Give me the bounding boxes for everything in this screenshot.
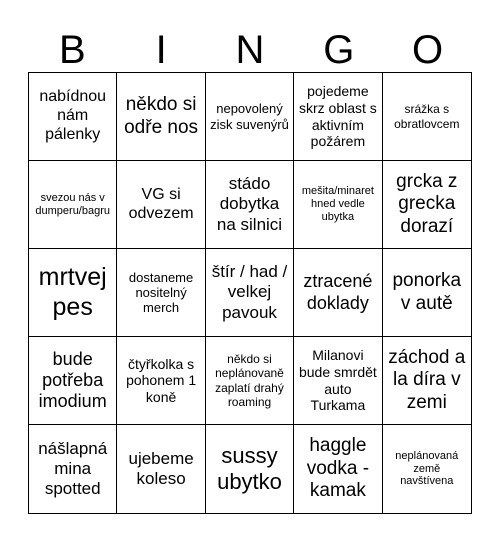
cell-label: nabídnou nám pálenky [39, 88, 107, 143]
cell-label: čtyřkolka s pohonem 1 koně [126, 355, 197, 405]
bingo-grid [28, 72, 472, 514]
bingo-cell-3-4[interactable] [294, 249, 382, 337]
cell-label: záchod a la díra v zemi [388, 346, 466, 413]
bingo-cell-1-5[interactable] [383, 73, 471, 161]
bingo-cell-5-2[interactable] [117, 425, 205, 513]
cell-label: sussy ubytko [217, 443, 282, 494]
bingo-cell-1-1[interactable] [29, 73, 117, 161]
bingo-cell-5-3[interactable] [206, 425, 294, 513]
bingo-cell-2-3[interactable] [206, 161, 294, 249]
bingo-cell-2-1[interactable] [29, 161, 117, 249]
cell-label: Milanovi bude smrdět auto Turkama [298, 347, 377, 414]
cell-label: bude potřeba imodium [38, 348, 107, 412]
bingo-cell-5-1[interactable] [29, 425, 117, 513]
cell-label: ujebeme koleso [128, 448, 194, 488]
cell-label: někdo si neplánovaně zaplatí drahý roaming [215, 352, 284, 409]
cell-label: ztracené doklady [303, 271, 373, 313]
title-letter-b: B [59, 28, 86, 72]
cell-label: srážka s obratlovcem [394, 102, 460, 131]
title-letter-i: I [155, 28, 167, 72]
cell-label: mešita/minaret hned vedle ubytka [301, 185, 374, 223]
bingo-title [28, 28, 472, 72]
bingo-cell-1-4[interactable] [294, 73, 382, 161]
bingo-cell-4-5[interactable] [383, 337, 471, 425]
cell-label: VG si odvezem [128, 185, 194, 222]
title-letter-n: N [235, 28, 265, 72]
bingo-cell-3-3[interactable] [206, 249, 294, 337]
title-letter-o: O [412, 28, 444, 72]
cell-label: neplánovaná země navštívena [395, 449, 459, 488]
bingo-cell-3-5[interactable] [383, 249, 471, 337]
bingo-cell-3-1[interactable] [29, 249, 117, 337]
cell-label: stádo dobytka na silnici [216, 174, 283, 234]
bingo-cell-4-3[interactable] [206, 337, 294, 425]
bingo-cell-5-5[interactable] [383, 425, 471, 513]
bingo-cell-1-2[interactable] [117, 73, 205, 161]
cell-label: grcka z grecka dorazí [396, 170, 458, 237]
bingo-cell-1-3[interactable] [206, 73, 294, 161]
bingo-cell-4-2[interactable] [117, 337, 205, 425]
bingo-cell-5-4[interactable] [294, 425, 382, 513]
cell-label: štír / had / velkej pavouk [211, 262, 288, 322]
title-letter-g: G [323, 28, 355, 72]
cell-label: haggle vodka - kamak [306, 435, 370, 502]
cell-label: někdo si odře nos [124, 94, 199, 138]
cell-label: dostaneme nositelný merch [128, 269, 194, 316]
cell-label: pojedeme skrz oblast s aktivním požárem [298, 83, 377, 150]
cell-label: svezou nás v dumperu/bagru [35, 191, 110, 217]
bingo-cell-2-4[interactable] [294, 161, 382, 249]
bingo-cell-3-2[interactable] [117, 249, 205, 337]
bingo-cell-4-4[interactable] [294, 337, 382, 425]
cell-label: nášlapná mina spotted [38, 438, 108, 499]
bingo-cell-2-5[interactable] [383, 161, 471, 249]
cell-label: mrtvej pes [38, 263, 107, 321]
cell-label: ponorka v autě [392, 270, 462, 314]
cell-label: nepovolený zisk suvenýrů [210, 101, 289, 132]
bingo-cell-4-1[interactable] [29, 337, 117, 425]
bingo-cell-2-2[interactable] [117, 161, 205, 249]
